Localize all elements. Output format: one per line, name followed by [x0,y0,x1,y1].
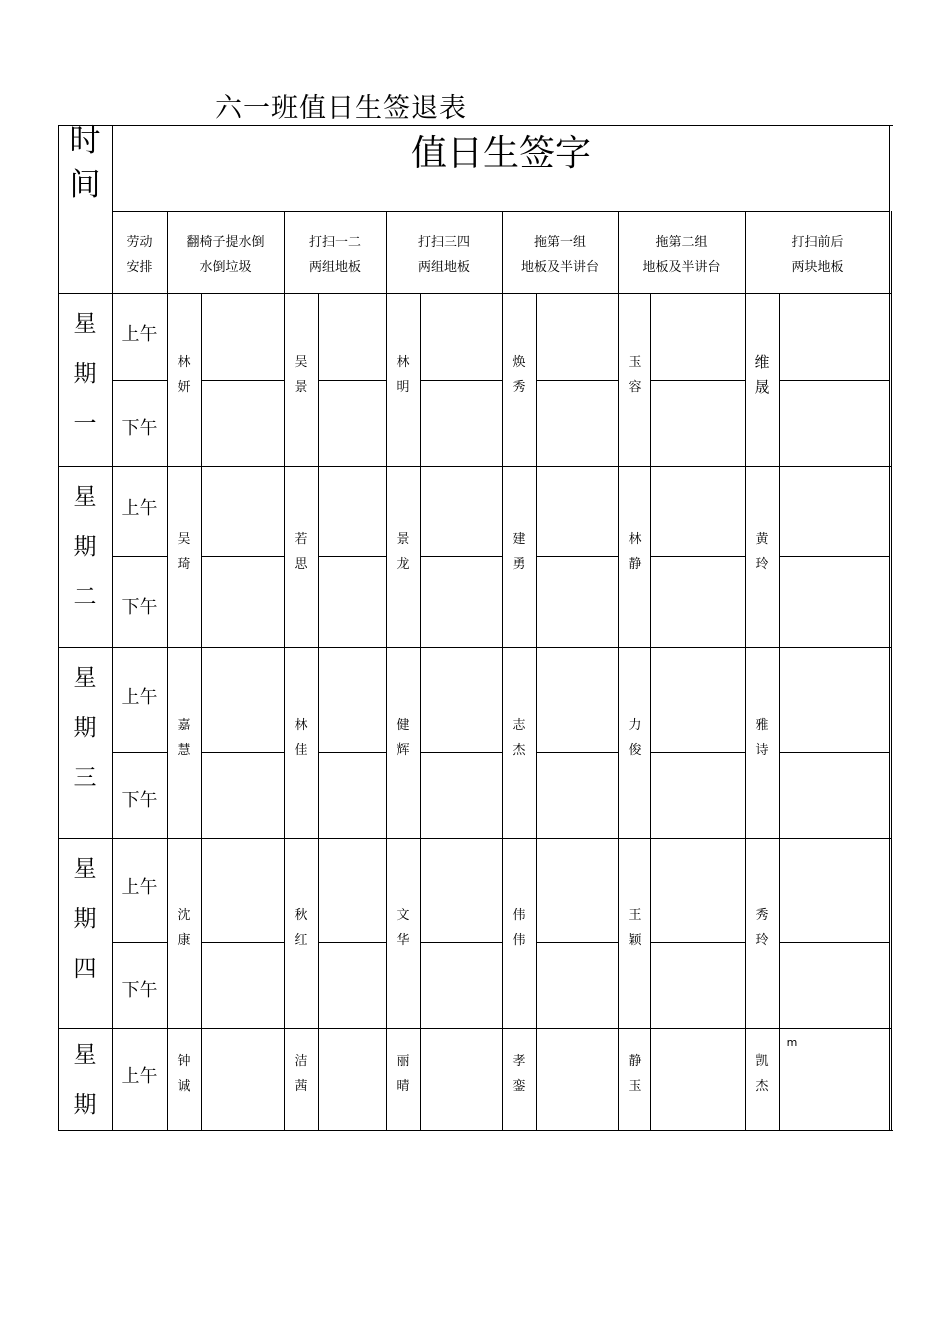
weekday-label: 三 [73,765,97,791]
table-border-bottom [58,1130,893,1131]
signature-period-divider [318,752,386,753]
student-name: 玲 [755,557,769,572]
signature-period-divider [420,942,502,943]
student-name: 晴 [396,1079,410,1094]
student-name: 王 [628,908,642,923]
time-label: 时 [69,123,101,159]
signature-period-divider [318,380,386,381]
student-name: 銮 [512,1079,526,1094]
period-pm: 下午 [121,790,158,811]
task-header: 地板及半讲台 [520,260,599,275]
name-signature-divider [650,293,651,1130]
task-header: 拖第一组 [533,235,586,250]
day-separator [58,466,891,467]
student-name: 嘉 [177,718,191,733]
signature-period-divider [650,380,745,381]
task-column-divider [745,211,746,1131]
weekday-label: 星 [73,856,97,882]
period-divider [112,556,167,557]
student-name: 林 [294,718,308,733]
period-pm: 下午 [121,597,158,618]
student-name: 玉 [628,1079,642,1094]
weekday-label: 期 [73,715,97,741]
task-header: 地板及半讲台 [642,260,721,275]
student-name: 洁 [294,1054,308,1069]
weekday-label: 星 [73,1042,97,1068]
signature-period-divider [201,380,284,381]
student-name: 林 [628,532,642,547]
task-header: 打扫三四 [417,235,470,250]
weekday-label: 二 [73,584,97,610]
name-signature-divider [318,293,319,1130]
student-name: 力 [628,718,642,733]
student-name: 凯 [755,1054,769,1069]
period-divider [112,380,167,381]
task-header: 两组地板 [308,260,361,275]
time-label: 间 [69,167,101,203]
signature-period-divider [201,752,284,753]
signature-period-divider [650,752,745,753]
signature-period-divider [536,942,618,943]
student-name: 孝 [512,1054,526,1069]
signature-period-divider [201,942,284,943]
task-header: 拖第二组 [655,235,708,250]
period-am: 上午 [121,1066,158,1087]
signature-period-divider [779,942,890,943]
student-name: 雅 [755,718,769,733]
student-name: 俊 [628,743,642,758]
student-name: 林 [396,355,410,370]
labor-column-divider [167,211,168,1131]
student-name: 焕 [512,355,526,370]
student-name: 静 [628,1054,642,1069]
signature-period-divider [318,942,386,943]
weekday-label: 星 [73,484,97,510]
student-name: 林 [177,355,191,370]
student-name: 沈 [177,908,191,923]
signature-period-divider [420,556,502,557]
student-name: 明 [396,380,410,395]
student-name: 玉 [628,355,642,370]
signature-header-divider [112,211,890,212]
weekday-label: 期 [73,361,97,387]
student-name: 景 [294,380,308,395]
signature-period-divider [779,752,890,753]
period-pm: 下午 [121,418,158,439]
name-signature-divider [420,293,421,1130]
student-name: 辉 [396,743,410,758]
weekday-label: 一 [73,411,97,437]
period-am: 上午 [121,324,158,345]
signature-period-divider [420,752,502,753]
header-bottom-rule [58,293,891,294]
weekday-label: 期 [73,534,97,560]
student-name: 丽 [396,1054,410,1069]
page-title: 六一班值日生签退表 [215,93,467,124]
task-header: 两块地板 [791,260,844,275]
task-column-divider [284,211,285,1131]
student-name: 健 [396,718,410,733]
student-name: 秋 [294,908,308,923]
student-name: 佳 [294,743,308,758]
period-am: 上午 [121,687,158,708]
student-name: 秀 [512,380,526,395]
period-divider [112,752,167,753]
student-name: 玲 [755,933,769,948]
student-name: 伟 [512,933,526,948]
student-name: 伟 [512,908,526,923]
student-name: 思 [294,557,308,572]
signature-period-divider [536,380,618,381]
signature-period-divider [650,556,745,557]
task-header: 打扫前后 [791,235,844,250]
period-am: 上午 [121,498,158,519]
signature-title: 值日生签字 [410,133,591,174]
student-name: 志 [512,718,526,733]
signature-period-divider [779,380,890,381]
student-name: 吴 [294,355,308,370]
weekday-label: 期 [73,1092,97,1118]
student-name: 建 [512,532,526,547]
student-name: 景 [396,532,410,547]
labor-label: 劳动 [126,235,153,250]
student-name: 杰 [512,743,526,758]
student-name: 杰 [755,1079,769,1094]
signature-period-divider [201,556,284,557]
table-border-right-outer [891,211,892,1131]
student-name: 秀 [755,908,769,923]
day-separator [58,838,891,839]
student-name: 红 [294,933,308,948]
name-signature-divider [779,293,780,1130]
student-name: 维 [754,353,770,371]
signature-period-divider [779,556,890,557]
period-divider [112,942,167,943]
period-am: 上午 [121,877,158,898]
weekday-label: 四 [73,956,97,982]
task-header: 打扫一二 [308,235,361,250]
student-name: 妍 [177,380,191,395]
signature-period-divider [536,556,618,557]
student-name: 龙 [396,557,410,572]
weekday-label: 期 [73,906,97,932]
signature-period-divider [536,752,618,753]
student-name: 勇 [512,557,526,572]
name-signature-divider [201,293,202,1130]
task-column-divider [618,211,619,1131]
task-column-divider [502,211,503,1131]
day-separator [58,1028,891,1029]
name-signature-divider [536,293,537,1130]
student-name: 钟 [177,1054,191,1069]
student-name: 诗 [755,743,769,758]
task-header: 两组地板 [417,260,470,275]
period-pm: 下午 [121,980,158,1001]
weekday-label: 星 [73,665,97,691]
task-header: 水倒垃圾 [199,260,252,275]
student-name: 茜 [294,1079,308,1094]
student-name: 诚 [177,1079,191,1094]
student-name: 吴 [177,532,191,547]
student-name: 康 [177,933,191,948]
student-name: 慧 [177,743,191,758]
signature-period-divider [318,556,386,557]
student-name: 容 [628,380,642,395]
student-name: 晟 [754,378,770,396]
student-name: 华 [396,933,410,948]
weekday-label: 星 [73,311,97,337]
student-name: 黄 [755,532,769,547]
signature-period-divider [650,942,745,943]
student-name: 文 [396,908,410,923]
student-name: 琦 [177,557,191,572]
table-border-top [58,125,893,126]
margin-mark: m [786,1036,798,1049]
task-column-divider [386,211,387,1131]
student-name: 颖 [628,933,642,948]
signature-period-divider [420,380,502,381]
task-header: 翻椅子提水倒 [186,235,265,250]
student-name: 若 [294,532,308,547]
day-separator [58,647,891,648]
labor-label: 安排 [126,260,153,275]
student-name: 静 [628,557,642,572]
